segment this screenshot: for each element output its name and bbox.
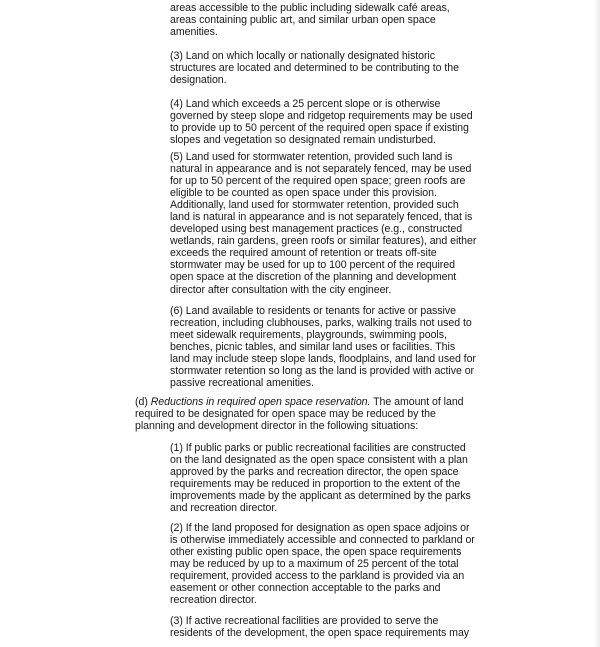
- section-d-body: The amount of land required to be designated for open space may be reduced by the planning and development director in the following situations:: [135, 396, 464, 433]
- section-d-label: (d): [135, 396, 151, 408]
- paragraph-item-5: (5) Land used for stormwater retention, provided such land is natural in appearance and is not separately fenced, may be used for up to 50 percent of the required open space; green roofs are eligible to be counted as open space under this provision. Additionally, land used for stormwater retention, provided such land is natural in appearance and is not separately fenced, that is developed using best management practices (e.g., constructed wetlands, rain gardens, green roofs or similar features), and either exceeds the required amount of retention or treats off-site stormwater may be used for up to 100 percent of the required open space at the discretion of the planning and development director after consultation with the city engineer.: [170, 151, 477, 296]
- paragraph-d-3: (3) If active recreational facilities are provided to serve the residents of the development, the open space requirements may: [170, 615, 470, 640]
- paragraph-intro-tail: areas accessible to the public including sidewalk café areas, areas containing public art, and similar urban open space amenities.: [170, 2, 450, 39]
- section-d-heading: [135, 396, 500, 432]
- paragraph-item-3: (3) Land on which locally or nationally designated historic structures are located and determined to be contributing to the designation.: [170, 50, 459, 87]
- page-edge-shadow: [594, 0, 600, 647]
- paragraph-d-1: (1) If public parks or public recreational facilities are constructed on the land designated as the open space consistent with a plan approved by the parks and recreation director, the open space requirements may be reduced in proportion to the extent of the improvements made by the applicant as determined by the parks and recreation director.: [170, 442, 471, 515]
- paragraph-d-2: (2) If the land proposed for designation as open space adjoins or is otherwise immediately accessible and connected to parkland or other existing public open space, the open space requirements may be reduced by up to a maximum of 25 percent of the total requirement, provided access to the parkland is provided via an easement or other connection acceptable to the parks and recreation director.: [170, 522, 475, 607]
- section-d-title: Reductions in required open space reservation.: [150, 396, 371, 408]
- paragraph-item-4: (4) Land which exceeds a 25 percent slope or is otherwise governed by steep slope and ridgetop requirements may be used to provide up to 50 percent of the required open space if existing slopes and vegetation so designated remain undisturbed.: [170, 98, 473, 147]
- paragraph-item-6: (6) Land available to residents or tenants for active or passive recreation, including clubhouses, parks, walking trails not used to meet sidewalk requirements, playgrounds, swimming pools, benches, picnic tables, and similar land uses or facilities. This land may include steep slope lands, floodplains, and land used for stormwater retention so long as the land is provided with active or passive recreational amenities.: [170, 305, 476, 390]
